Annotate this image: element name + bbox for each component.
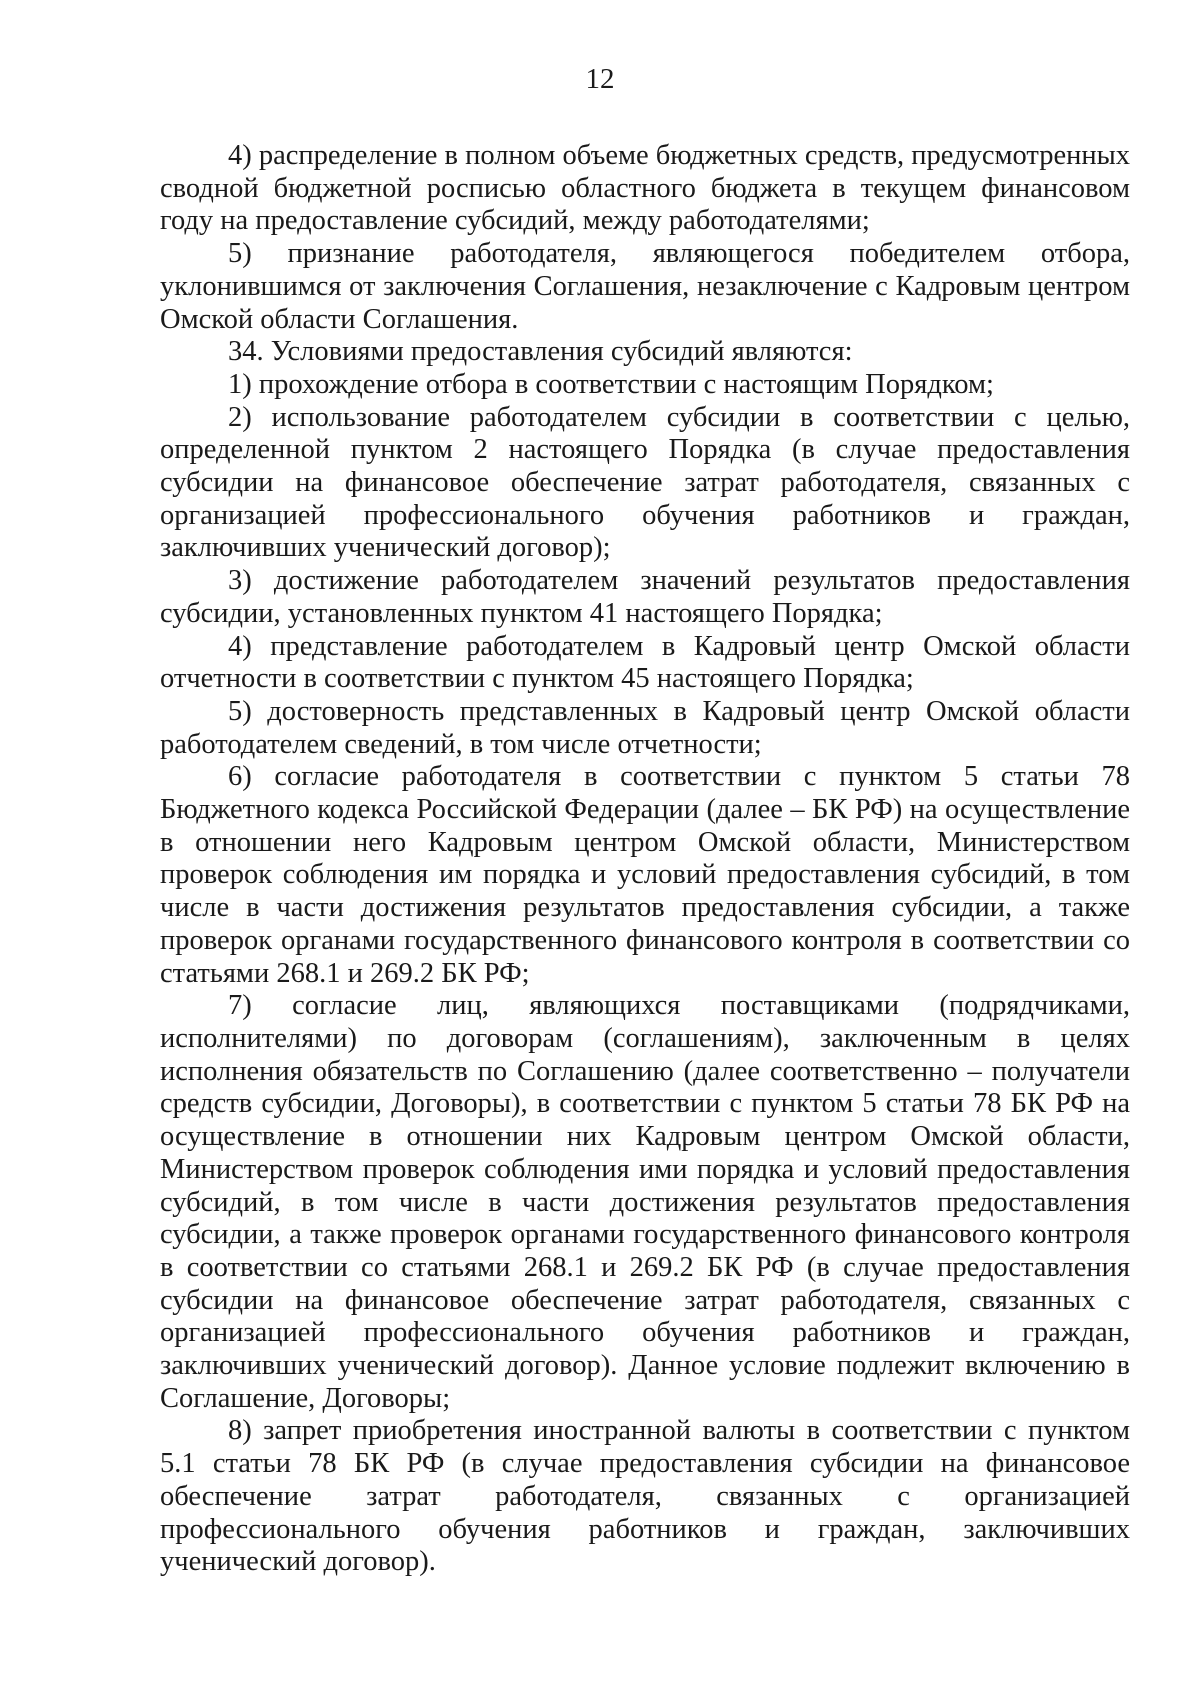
paragraph-item-4-distribution: 4) распределение в полном объеме бюджетных средств, предусмотренных сводной бюджетной росписью областного бюджета в текущем финансовом году на предоставление субсидий, между работодателями; (160, 140, 1130, 237)
paragraph-condition-1: 1) прохождение отбора в соответствии с настоящим Порядком; (228, 368, 994, 400)
page-number: 12 (585, 63, 615, 95)
paragraph-item-5-refusal: 5) признание работодателя, являющегося победителем отбора, уклонившимся от заключения Соглашения, незаключение с Кадровым центром Омской области Соглашения. (160, 238, 1130, 335)
document-body (160, 140, 1130, 1579)
paragraph-condition-7: 7) согласие лиц, являющихся поставщиками (подрядчиками, исполнителями) по договорам (соглашениям), заключенным в целях исполнения обязательств по Соглашению (далее соответственно – получатели средств субсидии, Договоры), в соответствии с пунктом 5 статьи 78 БК РФ на осуществление в отношении них Кадровым центром Омской области, Министерством проверок соблюдения ими порядка и условий предоставления субсидий, в том числе в части достижения результатов предоставления субсидии, а также проверок органами государственного финансового контроля в соответствии со статьями 268.1 и 269.2 БК РФ (в случае предоставления субсидии на финансовое обеспечение затрат работодателя, связанных с организацией профессионального обучения работников и граждан, заключивших ученический договор). Данное условие подлежит включению в Соглашение, Договоры; (160, 990, 1130, 1414)
paragraph-condition-8: 8) запрет приобретения иностранной валюты в соответствии с пунктом 5.1 статьи 78 БК РФ (в случае предоставления субсидии на финансовое обеспечение затрат работодателя, связанных с организацией профессионального обучения работников и граждан, заключивших ученический договор). (160, 1415, 1130, 1578)
paragraph-condition-5: 5) достоверность представленных в Кадровый центр Омской области работодателем сведений, в том числе отчетности; (160, 695, 1130, 760)
paragraph-condition-6: 6) согласие работодателя в соответствии с пунктом 5 статьи 78 Бюджетного кодекса Российской Федерации (далее – БК РФ) на осуществление в отношении него Кадровым центром Омской области, Министерством проверок соблюдения им порядка и условий предоставления субсидий, в том числе в части достижения результатов предоставления субсидии, а также проверок органами государственного финансового контроля в соответствии со статьями 268.1 и 269.2 БК РФ; (160, 761, 1130, 989)
paragraph-section-34-heading: 34. Условиями предоставления субсидий являются: (228, 336, 853, 368)
paragraph-condition-3: 3) достижение работодателем значений результатов предоставления субсидии, установленных пунктом 41 настоящего Порядка; (160, 565, 1130, 629)
paragraph-condition-2: 2) использование работодателем субсидии в соответствии с целью, определенной пунктом 2 настоящего Порядка (в случае предоставления субсидии на финансовое обеспечение затрат работодателя, связанных с организацией профессионального обучения работников и граждан, заключивших ученический договор); (160, 401, 1130, 564)
paragraph-condition-4: 4) представление работодателем в Кадровый центр Омской области отчетности в соответствии с пунктом 45 настоящего Порядка; (160, 630, 1130, 695)
